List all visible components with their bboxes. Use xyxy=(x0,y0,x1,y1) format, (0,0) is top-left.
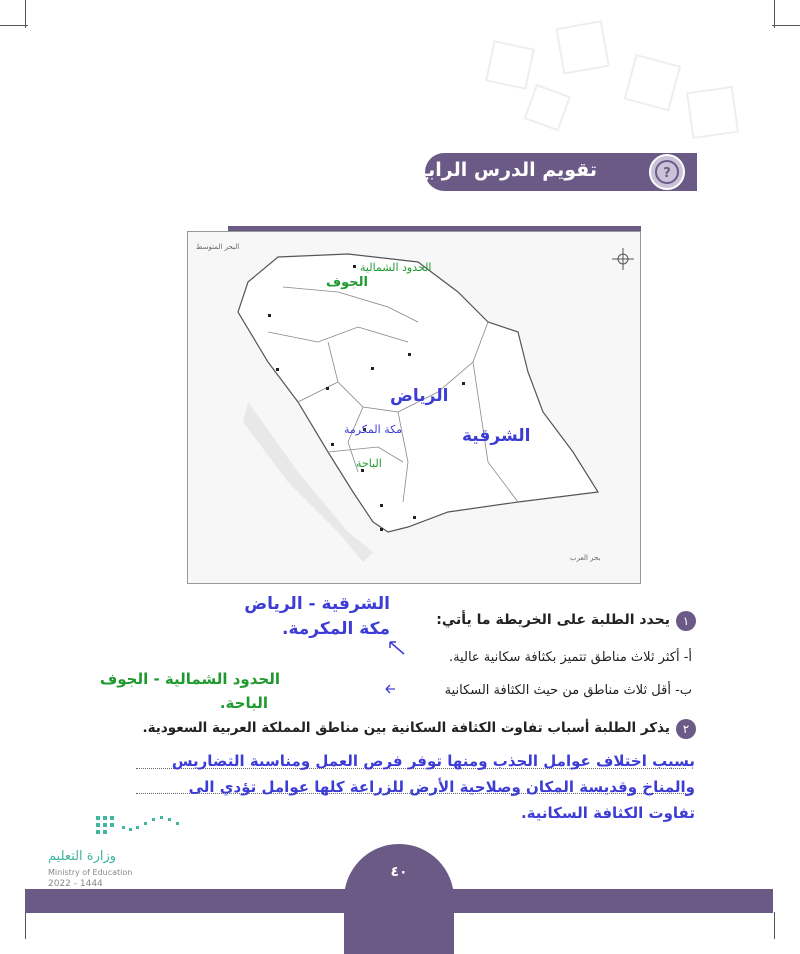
question-head-icon xyxy=(649,154,685,190)
crop-mark xyxy=(25,0,26,28)
question-2-text: يذكر الطلبة أسباب تفاوت الكثافة السكانية بين مناطق المملكة العربية السعودية. xyxy=(142,720,670,736)
lesson-header-banner xyxy=(415,153,697,191)
ministry-logo-icon xyxy=(92,812,184,836)
svg-text:?: ? xyxy=(663,166,671,181)
crop-mark xyxy=(774,0,775,28)
sea-label-nw: البحر المتوسط xyxy=(196,243,240,251)
saudi-map xyxy=(187,231,641,584)
page-number: ٤٠ xyxy=(390,864,408,880)
question-1b-text: ب- أقل ثلاث مناطق من حيث الكثافة السكانية xyxy=(444,683,692,698)
q2-answer-line1: بسبب اختلاف عوامل الجذب ومنها توفر فرص العمل ومناسبة التضاريس xyxy=(171,752,695,770)
crop-mark xyxy=(25,912,26,939)
ministry-name-en: Ministry of Education xyxy=(48,868,133,877)
q1b-answer-line1: الحدود الشمالية - الجوف xyxy=(99,670,280,688)
question-1-number: ١ xyxy=(676,611,696,631)
crop-mark xyxy=(774,912,775,939)
answer-arrow-icon xyxy=(386,638,408,656)
lesson-header-title: تقويم الدرس الرابع xyxy=(415,159,597,181)
q1a-answer-line1: الشرقية - الرياض xyxy=(244,594,390,614)
ministry-year: 2022 - 1444 xyxy=(48,879,103,889)
map-label-makkah: مكة المكرمة xyxy=(344,423,403,436)
answer-arrow-icon xyxy=(383,683,397,695)
q2-answer-line3: تفاوت الكثافة السكانية. xyxy=(520,804,695,822)
ministry-name-ar: وزارة التعليم xyxy=(48,849,117,864)
map-label-jouf: الجوف xyxy=(326,275,368,290)
crop-mark xyxy=(0,25,28,26)
map-label-northern-borders: الحدود الشمالية xyxy=(360,261,432,274)
compass-icon xyxy=(612,248,634,270)
q2-answer-line2: والمناخ وقديسة المكان وصلاحية الأرض للزراعة كلها عوامل تؤدي الى xyxy=(188,778,695,796)
map-label-baha: الباحة xyxy=(356,457,382,470)
map-label-riyadh: الرياض xyxy=(390,386,449,406)
question-1a-text: أ- أكثر ثلاث مناطق تتميز بكثافة سكانية عالية. xyxy=(448,650,692,665)
map-drawing xyxy=(188,232,640,583)
sea-label-se: بحر العرب xyxy=(570,554,601,562)
q1b-answer-line2: الباحة. xyxy=(219,694,268,712)
crop-mark xyxy=(772,25,800,26)
question-2-number: ٢ xyxy=(676,719,696,739)
question-1-text: يحدد الطلبة على الخريطة ما يأتي: xyxy=(436,612,670,628)
page-number-tab xyxy=(344,844,454,954)
map-label-eastern: الشرقية xyxy=(462,426,531,446)
q1a-answer-line2: مكة المكرمة. xyxy=(281,619,390,639)
decorative-pattern xyxy=(470,20,770,150)
